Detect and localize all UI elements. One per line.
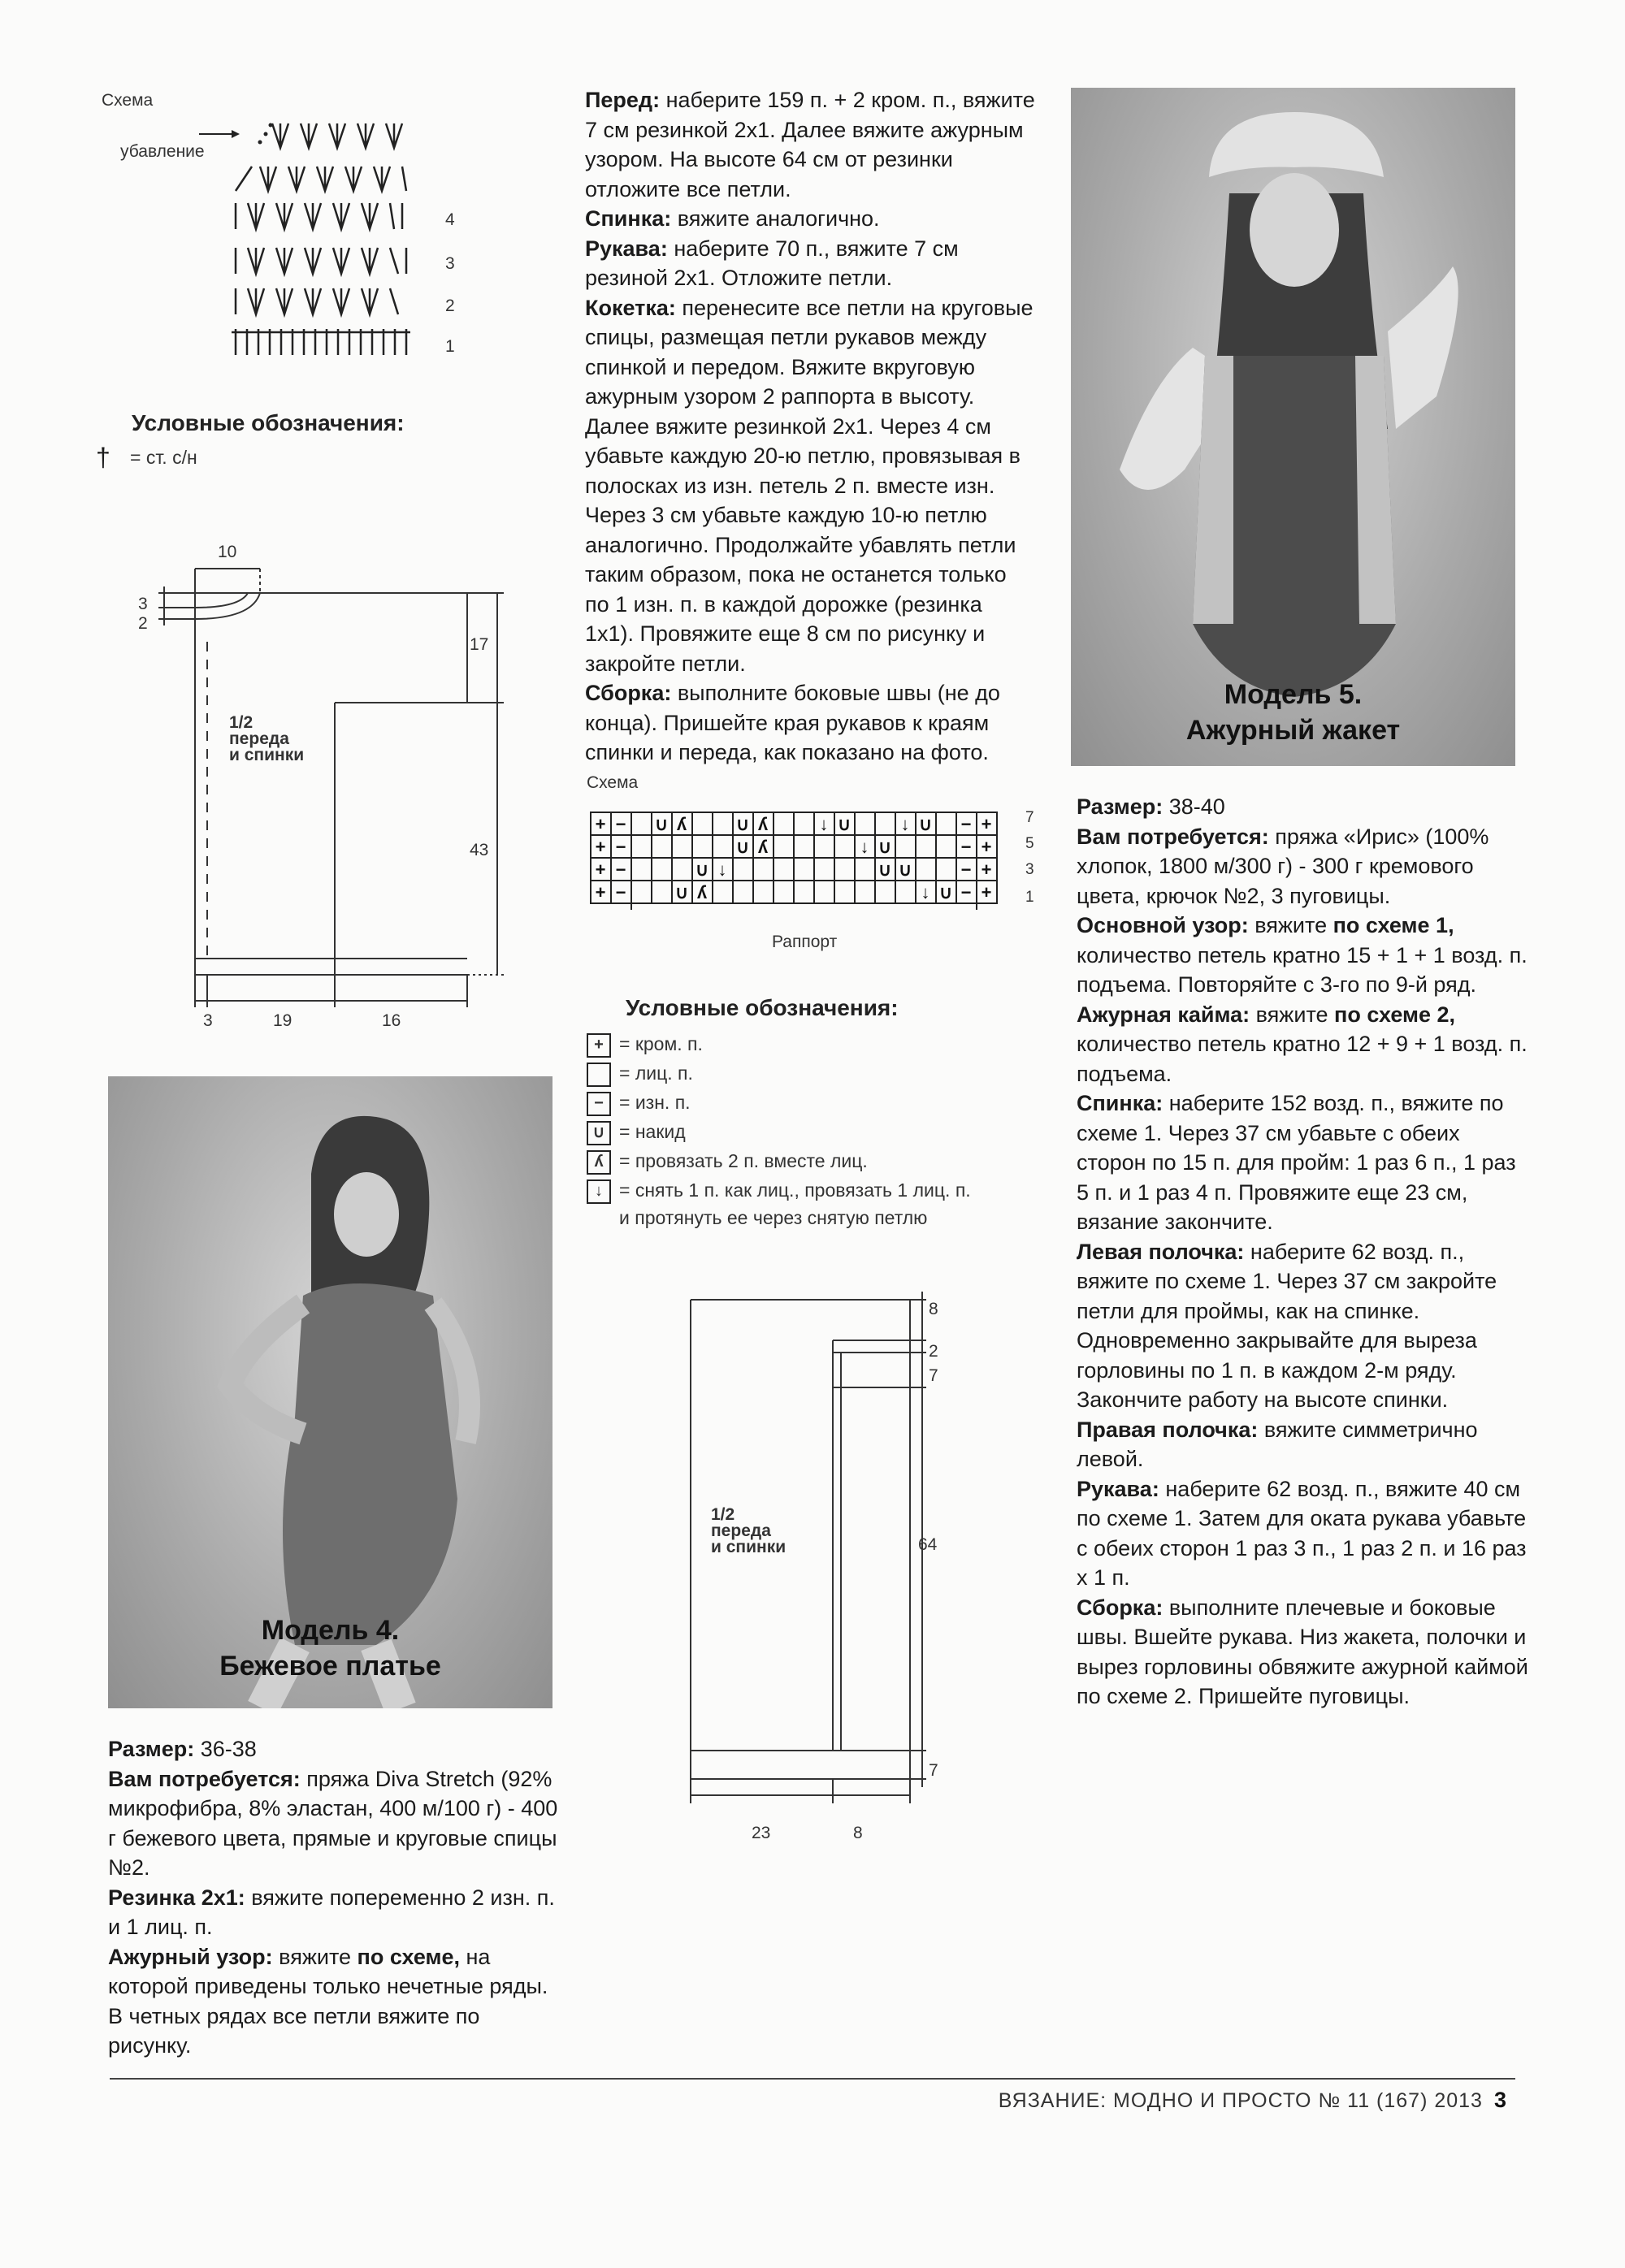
knit-chart (587, 808, 1025, 910)
dim2-7-bottom: 7 (929, 1761, 938, 1780)
need-label: Вам потребуется: (108, 1766, 301, 1791)
svg-text:+: + (595, 882, 606, 902)
svg-text:∪: ∪ (735, 837, 750, 857)
svg-text:↓: ↓ (921, 882, 930, 902)
svg-text:−: − (960, 814, 972, 834)
back-value: вяжите аналогично. (671, 206, 880, 231)
dim-3-bottom: 3 (203, 1011, 213, 1030)
svg-text:↓: ↓ (900, 814, 910, 834)
dim-3-left: 3 (138, 595, 148, 613)
legend2-row-purl (587, 1089, 691, 1116)
yoke-value: перенесите все петли на круговые спицы, размещая петли рукавов между спинкой и передом. Вяжите вкруговую ажурным узором 2 раппорта в высоту. Далее вяжите резинкой 2х1. Через 4 см убавьте каждую 20-ю петлю, провязывая в полосках из изн. петель 2 п. вместе изн. Через 3 см убавьте каждую 10-ю петлю аналогично. Продолжайте убавлять петли таким образом, пока не останется только по 1 изн. п. в каждой дорожке (резинка 1х1). Провяжите еще 8 см по рисунку и закройте петли. (585, 295, 1034, 676)
m5-back-value: наберите 152 возд. п., вяжите по схеме 1. Через 37 см убавьте с обеих сторон по 15 п. для пройм: 1 раз 6 п., 1 раз 5 п. и 1 раз 4 п. Провяжите еще 23 см, вязание закончите. (1077, 1091, 1516, 1234)
m5-sleeves-value: наберите 62 возд. п., вяжите 40 см по схеме 1. Затем для оката рукава убавьте с обеих сторон 1 раз 3 п., 1 раз 2 п. и 16 раз х 1 п. (1077, 1476, 1527, 1590)
svg-text:−: − (960, 837, 972, 857)
svg-text:+: + (981, 814, 992, 834)
scheme2-row-1: 1 (1025, 889, 1034, 906)
model5-caption-line1: Модель 5. (1224, 679, 1363, 710)
svg-text:∪: ∪ (898, 859, 912, 880)
assembly-label: Сборка: (585, 681, 672, 705)
svg-text:∪: ∪ (695, 859, 709, 880)
assembly-value: выполните боковые швы (не до конца). Пришейте края рукавов к краям спинки и переда, как показано на фото. (585, 681, 1000, 764)
k2tog-icon: ʎ (587, 1150, 611, 1175)
page-footer (999, 2088, 1507, 2113)
dim2-2: 2 (929, 1342, 938, 1361)
m5-right-label: Правая полочка: (1077, 1417, 1259, 1442)
m5-back-label: Спинка: (1077, 1091, 1164, 1115)
legend2-row-skp (587, 1176, 971, 1204)
diagram1-label: 1/2 переда и спинки (229, 713, 305, 764)
model5-photo (1071, 88, 1515, 766)
dim2-8-top: 8 (929, 1300, 938, 1318)
dim2-7-top: 7 (929, 1366, 938, 1385)
m5-edge-value-b: количество петель кратно 12 + 9 + 1 возд. п. подъема. (1077, 1032, 1528, 1086)
svg-text:+: + (981, 882, 992, 902)
skp-icon: ↓ (587, 1179, 611, 1204)
dim-2-left: 2 (138, 614, 148, 633)
col2-text (585, 85, 1036, 768)
m5-size-value: 38-40 (1163, 794, 1225, 819)
scheme1-row-1: 1 (445, 337, 455, 356)
legend2-title: Условные обозначения: (626, 995, 899, 1020)
rib-value: вяжите попеременно 2 изн. п. и 1 лиц. п. (108, 1885, 555, 1939)
legend2-row-knit (587, 1059, 693, 1087)
yoke-label: Кокетка: (585, 295, 676, 320)
m5-edge-value-a: вяжите (1250, 1002, 1335, 1027)
footer-rule (110, 2078, 1515, 2080)
pattern-diagram-1 (146, 536, 520, 1040)
m5-need-value: пряжа «Ирис» (100% хлопок, 1800 м/300 г) - 300 г кремового цвета, крючок №2, 3 пуговицы. (1077, 824, 1489, 908)
svg-text:ʎ: ʎ (676, 814, 687, 834)
scheme1-row-2: 2 (445, 296, 455, 315)
model5-text (1077, 792, 1532, 1712)
svg-text:+: + (595, 814, 606, 834)
svg-text:+: + (595, 837, 606, 857)
legend2-text-edge: = кром. п. (619, 1033, 703, 1054)
rib-label: Резинка 2х1: (108, 1885, 245, 1910)
svg-text:∪: ∪ (918, 814, 933, 834)
m5-sleeves-label: Рукава: (1077, 1476, 1159, 1501)
m5-main-bold: по схеме 1, (1332, 913, 1454, 937)
sleeves-value: наберите 70 п., вяжите 7 см резиной 2х1. Отложите петли. (585, 236, 959, 290)
svg-text:∪: ∪ (674, 882, 689, 902)
lace-value-b: на которой приведены только нечетные ряды. В четных рядах все петли вяжите по рисунку. (108, 1944, 548, 2058)
m5-size-label: Размер: (1077, 794, 1164, 819)
svg-text:∪: ∪ (938, 882, 953, 902)
model5-caption-line2: Ажурный жакет (1185, 715, 1401, 746)
legend2-row-edge (587, 1030, 703, 1058)
m5-need-label: Вам потребуется: (1077, 824, 1269, 849)
pattern-diagram-2 (666, 1292, 934, 1860)
knit-stitch-icon (587, 1063, 611, 1087)
legend2-row-skp-cont (619, 1204, 927, 1231)
m5-edge-label: Ажурная кайма: (1077, 1002, 1250, 1027)
m5-edge-bold: по схеме 2, (1334, 1002, 1456, 1027)
model4-text (108, 1734, 563, 2061)
edge-stitch-icon: + (587, 1033, 611, 1058)
legend1-title: Условные обозначения: (132, 410, 405, 435)
m5-main-value-b: количество петель кратно 15 + 1 + 1 возд. п. подъема. Повторяйте с 3-го по 9-й ряд. (1077, 942, 1528, 997)
front-value: наберите 159 п. + 2 кром. п., вяжите 7 см резинкой 2х1. Далее вяжите ажурным узором. На высоте 64 см от резинки отложите все петли. (585, 88, 1035, 201)
legend2-text-k2tog: = провязать 2 п. вместе лиц. (619, 1150, 868, 1171)
legend2-row-yo (587, 1118, 686, 1145)
legend2-row-k2tog (587, 1147, 868, 1175)
model4-photo (108, 1076, 552, 1708)
m5-main-label: Основной узор: (1077, 913, 1249, 937)
m5-left-value: наберите 62 возд. п., вяжите по схеме 1. Через 37 см закройте петли для проймы, как на спинке. Одновременно закрывайте для выреза горловины по 1 п. в каждом 2-м ряду. Закончите работу на высоте спинки. (1077, 1239, 1497, 1412)
svg-text:∪: ∪ (654, 814, 669, 834)
size-label: Размер: (108, 1737, 195, 1761)
crochet-scheme (199, 114, 467, 366)
diagram2-label: 1/2 переда и спинки (711, 1505, 786, 1556)
dim2-23: 23 (752, 1824, 771, 1842)
front-label: Перед: (585, 88, 661, 112)
m5-assembly-label: Сборка: (1077, 1595, 1164, 1620)
scheme1-row-3: 3 (445, 254, 455, 273)
svg-text:−: − (615, 837, 626, 857)
svg-text:−: − (960, 859, 972, 880)
magazine-title: ВЯЗАНИЕ: МОДНО И ПРОСТО № 11 (167) 2013 (998, 2089, 1483, 2112)
legend2-text-yo: = накид (619, 1121, 686, 1142)
back-label: Спинка: (585, 206, 672, 231)
scheme2-row-7: 7 (1025, 809, 1034, 826)
scheme2-row-5: 5 (1025, 835, 1034, 852)
size-value: 36-38 (194, 1737, 257, 1761)
legend2-text-skp: = снять 1 п. как лиц., провязать 1 лиц. п. (619, 1179, 971, 1201)
decrease-label: убавление (120, 142, 205, 161)
dim-10: 10 (218, 543, 237, 561)
dim-17: 17 (470, 635, 489, 654)
dim-43: 43 (470, 841, 489, 859)
dim2-8-bottom: 8 (853, 1824, 863, 1842)
legend1-dc-text: = ст. с/н (130, 447, 197, 468)
model4-caption-line1: Модель 4. (261, 1615, 400, 1646)
repeat-label: Раппорт (772, 933, 838, 951)
legend2-text-skp-cont: и протянуть ее через снятую петлю (619, 1207, 928, 1228)
svg-text:−: − (615, 859, 626, 880)
svg-text:ʎ: ʎ (696, 882, 708, 902)
scheme1-title: Схема (102, 91, 154, 110)
m5-right-value: вяжите симметрично левой. (1077, 1417, 1478, 1471)
purl-stitch-icon: − (587, 1092, 611, 1116)
legend2-text-purl: = изн. п. (619, 1092, 691, 1113)
svg-text:∪: ∪ (878, 859, 892, 880)
svg-text:+: + (595, 859, 606, 880)
svg-text:↓: ↓ (860, 837, 869, 857)
lace-value-a: вяжите (272, 1944, 358, 1969)
svg-text:ʎ: ʎ (757, 814, 769, 834)
legend2-text-knit: = лиц. п. (619, 1063, 693, 1084)
svg-text:∪: ∪ (735, 814, 750, 834)
scheme1-row-4: 4 (445, 210, 455, 229)
scheme2-title: Схема (587, 773, 639, 792)
dc-symbol-icon: † (96, 443, 110, 472)
need-value: пряжа Diva Stretch (92% микрофибра, 8% эластан, 400 м/100 г) - 400 г бежевого цвета, прямые и круговые спицы №2. (108, 1766, 558, 1880)
sleeves-label: Рукава: (585, 236, 668, 261)
svg-text:ʎ: ʎ (757, 837, 769, 857)
scheme2-row-3: 3 (1025, 861, 1034, 878)
svg-text:+: + (981, 859, 992, 880)
svg-text:−: − (960, 882, 972, 902)
lace-bold: по схеме, (357, 1944, 461, 1969)
svg-text:+: + (981, 837, 992, 857)
svg-text:−: − (615, 882, 626, 902)
m5-main-value-a: вяжите (1248, 913, 1333, 937)
lace-label: Ажурный узор: (108, 1944, 273, 1969)
dim-19: 19 (273, 1011, 292, 1030)
page-number: 3 (1493, 2088, 1507, 2112)
m5-assembly-value: выполните плечевые и боковые швы. Вшейте рукава. Низ жакета, полочки и вырез горловины обвяжите ажурной каймой по схеме 2. Пришейте пуговицы. (1077, 1595, 1528, 1708)
yarn-over-icon: ∪ (587, 1121, 611, 1145)
svg-text:∪: ∪ (878, 837, 892, 857)
svg-text:−: − (615, 814, 626, 834)
svg-text:↓: ↓ (819, 814, 829, 834)
model5-figure (1071, 88, 1515, 766)
svg-text:↓: ↓ (717, 859, 727, 880)
svg-text:∪: ∪ (837, 814, 852, 834)
dim-16: 16 (382, 1011, 401, 1030)
model4-caption-line2: Бежевое платье (219, 1651, 441, 1682)
dim2-64: 64 (918, 1535, 938, 1554)
m5-left-label: Левая полочка: (1077, 1239, 1245, 1264)
